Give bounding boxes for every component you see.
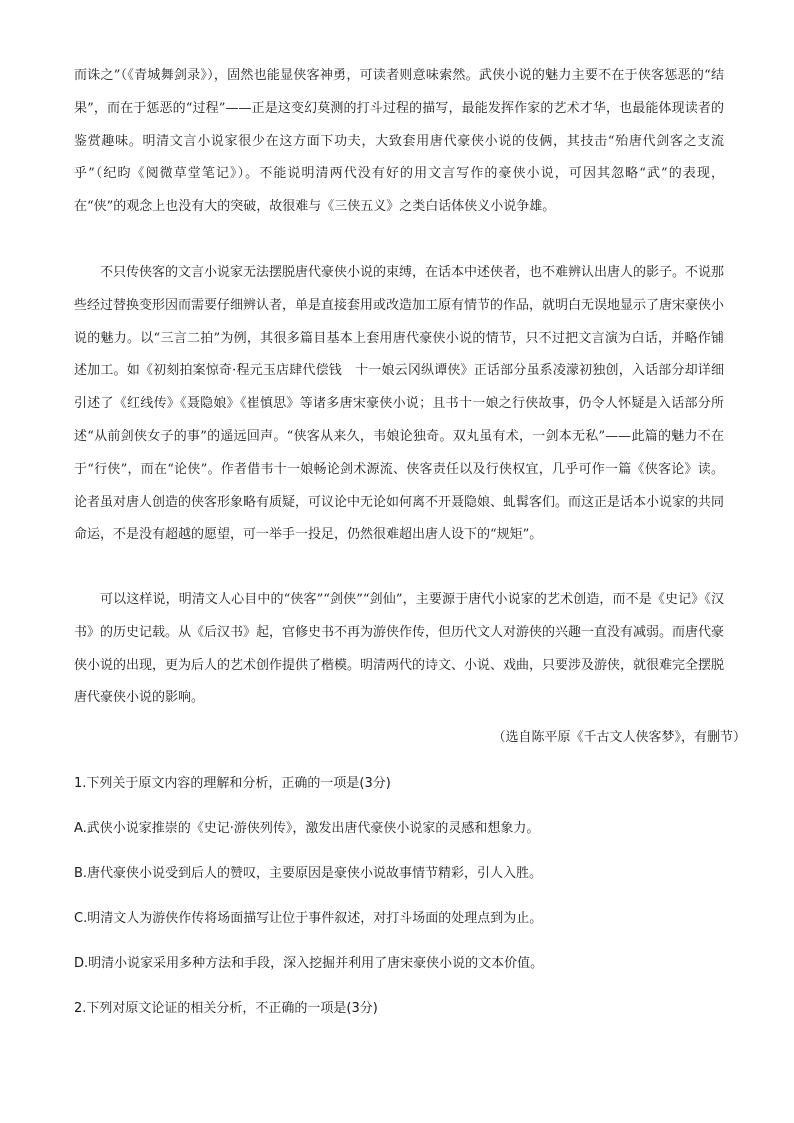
question-1-stem: 1.下列关于原文内容的理解和分析，正确的一项是(3分) <box>74 776 391 791</box>
question-1-option-b: B.唐代豪侠小说受到后人的赞叹，主要原因是豪侠小说故事情节精彩，引人入胜。 <box>74 866 543 881</box>
passage-source: （选自陈平原《千古文人侠客梦》，有删节） <box>492 730 746 745</box>
question-2-stem: 2.下列对原文论证的相关分析，不正确的一项是(3分) <box>74 1001 378 1016</box>
passage-paragraph-1: 而诛之”（《青城舞剑录》），固然也能显侠客神勇，可读者则意味索然。武侠小说的魅力主要不在于侠客惩恶的“结果”，而在于惩恶的“过程”——正是这变幻莫测的打斗过程的描写，最能发挥作家的艺术才华，也最能体现读者的鉴赏趣味。明清文言小说家很少在这方面下功夫，大致套用唐代豪侠小说的伎俩，其技击“殆唐代剑客之支流乎”（纪昀《阅微草堂笔记》）。不能说明清两代没有好的用文言写作的豪侠小说，可因其忽略“武”的表现，在“侠”的观念上也没有大的突破，故很难与《三侠五义》之类白话体侠义小说争雄。 <box>74 68 724 215</box>
passage-paragraph-3: 可以这样说，明清文人心目中的“侠客”“剑侠”“剑仙”，主要源于唐代小说家的艺术创造，而不是《史记》《汉书》的历史记载。从《后汉书》起，官修史书不再为游侠作传，但历代文人对游侠的兴趣一直没有减弱。而唐代豪侠小说的出现，更为后人的艺术创作提供了楷模。明清两代的诗文、小说、戏曲，只要涉及游侠，就很难完全摆脱唐代豪侠小说的影响。 <box>74 592 725 706</box>
question-1-option-a: A.武侠小说家推崇的《史记·游侠列传》，激发出唐代豪侠小说家的灵感和想象力。 <box>74 821 540 836</box>
question-1-option-c: C.明清文人为游侠作传将场面描写让位于事件叙述，对打斗场面的处理点到为止。 <box>74 911 543 926</box>
question-1-option-d: D.明清小说家采用多种方法和手段，深入挖掘并利用了唐宋豪侠小说的文本价值。 <box>74 956 544 971</box>
passage-paragraph-2: 不只传侠客的文言小说家无法摆脱唐代豪侠小说的束缚，在话本中述侠者，也不难辨认出唐人的影子。不说那些经过替换变形因而需要仔细辨认者，单是直接套用或改造加工原有情节的作品，就明白无误地显示了唐宋豪侠小说的魅力。以“三言二拍”为例，其很多篇目基本上套用唐代豪侠小说的情节，只不过把文言演为白话，并略作铺述加工。如《初刻拍案惊奇·程元玉店肆代偿钱 十一娘云冈纵谭侠》正话部分虽系凌濛初独创，入话部分却详细引述了《红线传》《聂隐娘》《崔慎思》等诸多唐宋豪侠小说；且书十一娘之行侠故事，仍令人怀疑是入话部分所述“从前剑侠女子的事”的遥远回声。“侠客从来久，韦娘论独奇。双丸虽有术，一剑本无私”——此篇的魅力不在于“行侠”，而在“论侠”。作者借韦十一娘畅论剑术源流、侠客责任以及行侠权宜，几乎可作一篇《侠客论》读。论者虽对唐人创造的侠客形象略有质疑，可议论中无论如何离不开聂隐娘、虬髯客们。而这正是话本小说家的共同命运，不是没有超越的愿望，可一举手一投足，仍然很难超出唐人设下的“规矩”。 <box>74 265 725 543</box>
